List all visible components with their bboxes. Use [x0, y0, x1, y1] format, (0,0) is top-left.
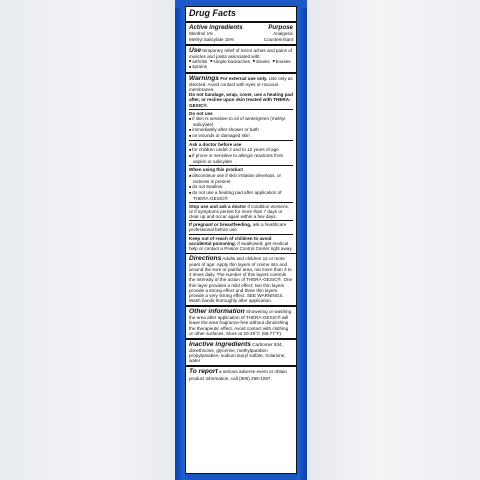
uses-item: ■ bruises: [273, 59, 291, 64]
report-text: a serious adverse event or obtain product information, call (800) 298-1087.: [189, 369, 287, 381]
uses-item: ■ arthritis: [189, 59, 207, 64]
do-not-use-item: ■ if skin is sensitive to oil of wintergreen (methyl salicylate): [189, 116, 293, 127]
package-edge-left: [175, 0, 185, 480]
inactive-ingredients-section: [186, 340, 296, 368]
other-information-heading: Other information: [189, 307, 245, 315]
drug-facts-title: Drug Facts: [189, 8, 237, 18]
report-section: [186, 367, 296, 383]
ingredient-purpose: Analgesic: [273, 31, 293, 37]
when-using-heading: When using this product: [189, 167, 243, 173]
ask-doctor-heading: Ask a doctor before use: [189, 142, 242, 148]
purpose-heading: Purpose: [268, 24, 293, 31]
inactive-ingredients-heading: Inactive ingredients: [189, 340, 251, 348]
background-left: [0, 0, 175, 480]
ingredient-row: [189, 37, 293, 42]
warnings-heading: Warnings: [189, 74, 219, 82]
ingredient-name: Methyl Salicylate 15%: [189, 36, 234, 42]
when-using-item: ■ do not swallow: [189, 184, 293, 190]
active-ingredients-heading: Active ingredients: [189, 24, 243, 31]
when-using-item: ■ do not use a heating pad after application of THERA-GESIC®: [189, 190, 293, 201]
do-not-use-item: ■ on wounds or damaged skin: [189, 133, 293, 139]
other-information-text: Showering or washing the area after application of THERA-GESIC® will leave the area fragrance-free without diminishing the therapeutic effect. Avoid contact with clothing or other surfaces. Store at 20-25°C (68-77°F).: [189, 308, 292, 336]
stop-use-heading: Stop use and ask a doctor: [189, 204, 247, 210]
uses-text: temporary relief of minor aches and pains of muscles and joints associated with:: [189, 47, 293, 59]
inactive-ingredients-text: Carbomer 934, dimethicone, glycerine, methylparaben propylparaben, sodium lauryl sulfate, trolamine, water: [189, 341, 286, 364]
directions-section: [186, 254, 296, 307]
do-not-use-heading: Do not use: [189, 110, 213, 116]
keep-out-text: If swallowed, get medical help or contact a Poison Control Center right away.: [189, 240, 293, 251]
do-not-use-item: ■ immediately after shower or bath: [189, 127, 293, 133]
keep-out-heading: Keep out of reach of children to avoid accidental poisoning.: [189, 235, 272, 246]
directions-text: Adults and children 12 or more years of age: Apply thin layers of creme into and around the sore or painful area, not more than 3 to 4 times daily. The number of thin layers controls the intensity of the action of THERA-GESIC®. One thin layer provides a mild effect; two thin layers provide a strong effect and three thin layers provide a very strong effect. SEE WARNINGS. Wash hands thoroughly after application.: [189, 255, 293, 303]
do-not-use-list: [189, 116, 293, 139]
active-ingredients-section: [186, 23, 296, 46]
other-information-section: [186, 307, 296, 340]
pregnant-text: ask a healthcare professional before use.: [189, 222, 287, 233]
uses-item: ■ strains: [253, 59, 270, 64]
stop-use-text: if condition worsens, or if symptoms persist for more than 7 days or clear up and occur again within a few days.: [189, 204, 290, 220]
drug-facts-panel: [185, 6, 297, 474]
when-using-item: ■ discontinue use if skin irritation develops, or redness is present: [189, 173, 293, 184]
ask-doctor-list: [189, 147, 293, 164]
package-edge-right: [297, 0, 307, 480]
uses-list: [189, 59, 293, 70]
ask-doctor-item: ■ if prone or sensitive to allergic reactions from aspirin or salicylate: [189, 153, 293, 164]
pregnant-heading: If pregnant or breastfeeding,: [189, 222, 252, 228]
uses-section: [186, 46, 296, 74]
warnings-intro: Use only as directed. Avoid contact with eyes or mucous membranes.: [189, 75, 293, 93]
warnings-section: [186, 74, 296, 254]
title-section: [186, 7, 296, 23]
uses-item: ■ sprains: [189, 64, 207, 69]
ingredient-name: Menthol 1%: [189, 31, 214, 37]
package-bottom: [185, 474, 297, 480]
uses-item: ■ simple backaches: [210, 59, 250, 64]
background-right: [307, 0, 480, 480]
directions-heading: Directions: [189, 254, 222, 262]
ingredient-purpose: Counterirritant: [263, 36, 293, 42]
active-header-row: [189, 24, 293, 31]
when-using-list: [189, 173, 293, 201]
bandage-warning: Do not bandage, wrap, cover, use a heating pad after, or recline upon skin treated with THERA-GESIC®.: [189, 92, 293, 108]
report-heading: To report: [189, 368, 218, 376]
ask-doctor-item: ■ for children under 2 and to 12 years of age: [189, 147, 293, 153]
external-use-warning: For external use only.: [220, 75, 268, 81]
uses-heading: Use: [189, 46, 202, 54]
